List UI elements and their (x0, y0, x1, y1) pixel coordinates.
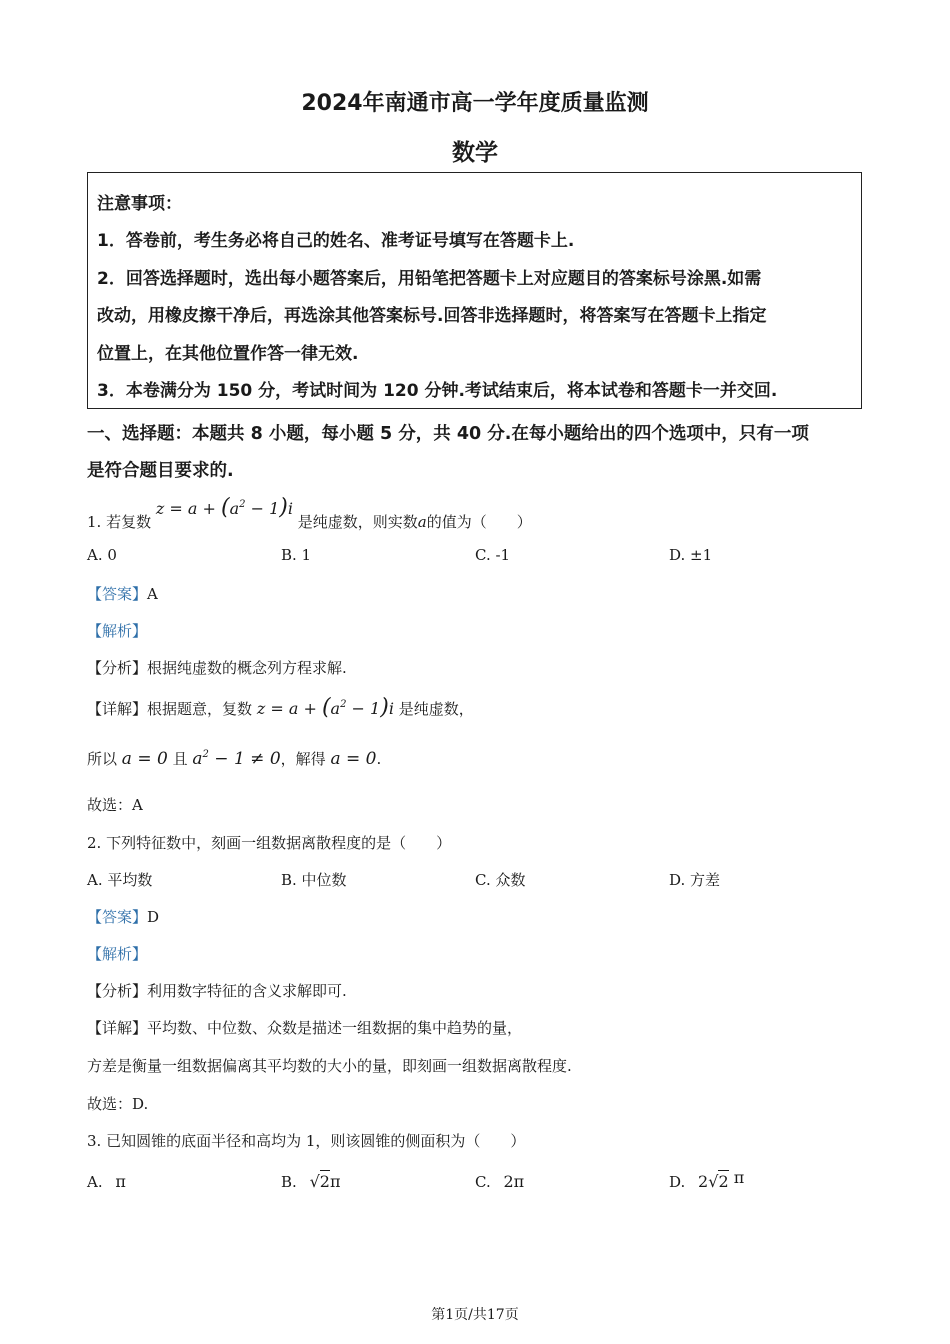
q1-fenxi-tag: 【分析】 (87, 659, 148, 677)
page-footer: 第1页/共17页 (431, 1307, 519, 1323)
q1-option-a: A. 0 (87, 546, 117, 564)
q3-option-c-label: C. (475, 1173, 491, 1191)
q2-fenxi: 利用数字特征的含义求解即可. (147, 982, 347, 1000)
q1-option-b: B. 1 (281, 546, 312, 564)
q1-suffix: 是纯虚数，则实数 (297, 513, 418, 531)
notice-item-2-line-3: 位置上，在其他位置作答一律无效. (97, 344, 359, 364)
q1-so-prefix: 所以 (87, 750, 118, 768)
q1-detail-prefix: 根据题意，复数 (147, 700, 253, 718)
q2-option-a: A. 平均数 (87, 871, 153, 889)
q2-answer-line (87, 906, 159, 927)
q2-answer: D (147, 908, 160, 926)
notice-box (87, 172, 862, 409)
q1-answer: A (147, 585, 158, 603)
notice-heading: 注意事项： (97, 194, 182, 214)
q2-detail-tag: 【详解】 (87, 1019, 148, 1037)
q1-prefix: 1. 若复数 (87, 513, 152, 531)
question-1-stem (87, 495, 532, 531)
q1-ineq: $a^2 - 1 \ne 0$ (192, 749, 281, 769)
sqrt-icon: √ (309, 1172, 320, 1191)
q2-fenxi-line (87, 980, 347, 1001)
q1-analysis-tag: 【解析】 (87, 622, 148, 640)
q1-option-d: D. ±1 (669, 546, 713, 564)
q2-detail-1: 平均数、中位数、众数是描述一组数据的集中趋势的量， (147, 1019, 523, 1037)
q1-eq-a-result: a = 0 (330, 749, 377, 769)
section-heading-line-1: 一、选择题：本题共 8 小题，每小题 5 分，共 40 分.在每小题给出的四个选项中，只有一项 (87, 424, 809, 444)
q2-detail-line-1 (87, 1017, 522, 1038)
q3-option-b-radicand: 2 (319, 1172, 330, 1191)
q1-detail-line (87, 697, 474, 719)
q3-option-d-label: D. (669, 1173, 686, 1191)
q2-answer-tag: 【答案】 (87, 908, 148, 926)
q1-answer-tag: 【答案】 (87, 585, 148, 603)
q3-option-c (475, 1172, 524, 1191)
q3-option-d (669, 1168, 745, 1191)
q2-fenxi-tag: 【分析】 (87, 982, 148, 1000)
q2-choose: 故选：D. (87, 1095, 149, 1113)
q3-option-a (87, 1172, 126, 1191)
q1-detail-formula: $z = a + (a^2 - 1)i$ (256, 695, 394, 720)
q3-option-d-value (698, 1168, 745, 1191)
q3-option-b-pi: π (329, 1172, 341, 1191)
question-2-stem: 2. 下列特征数中，刻画一组数据离散程度的是（ ） (87, 834, 452, 852)
q3-option-a-label: A. (87, 1173, 103, 1191)
q1-detail-suffix: 是纯虚数， (398, 700, 474, 718)
q2-option-b: B. 中位数 (281, 871, 347, 889)
q1-conclusion-line (87, 748, 381, 769)
notice-item-2-line-2: 改动，用橡皮擦干净后，再选涂其他答案标号.回答非选择题时，将答案写在答题卡上指定 (97, 306, 767, 326)
q1-tail: 的值为（ ） (426, 513, 532, 531)
q1-so-end: . (376, 750, 382, 768)
q3-option-d-radicand: 2 (718, 1172, 729, 1191)
q1-choose: 故选：A (87, 796, 143, 814)
q1-option-c: C. -1 (475, 546, 511, 564)
q2-option-c: C. 众数 (475, 871, 526, 889)
section-heading-line-2: 是符合题目要求的. (87, 461, 234, 481)
q1-detail-tag: 【详解】 (87, 700, 148, 718)
q1-so-and: 且 (172, 750, 188, 768)
q3-option-b-value (310, 1172, 341, 1191)
q1-formula: $z = a + (a^2 - 1)i$ (155, 495, 293, 520)
q3-option-b-label: B. (281, 1173, 297, 1191)
question-3-stem: 3. 已知圆锥的底面半径和高均为 1，则该圆锥的侧面积为（ ） (87, 1132, 526, 1150)
notice-item-2-line-1: 2．回答选择题时，选出每小题答案后，用铅笔把答题卡上对应题目的答案标号涂黑.如需 (97, 269, 762, 289)
notice-item-1: 1．答卷前，考生务必将自己的姓名、准考证号填写在答题卡上. (97, 231, 575, 251)
q3-option-d-pi: π (733, 1168, 745, 1187)
exam-title: 2024年南通市高一学年度质量监测 (301, 91, 649, 116)
q2-option-d: D. 方差 (669, 871, 721, 889)
q3-option-d-coef: 2 (698, 1172, 709, 1191)
q3-option-c-value: 2π (503, 1172, 525, 1191)
q2-detail-line-2: 方差是衡量一组数据偏离其平均数的大小的量，即刻画一组数据离散程度. (87, 1057, 572, 1075)
subject-title: 数学 (452, 140, 498, 166)
q1-eq-a: a = 0 (121, 749, 168, 769)
q1-fenxi-line (87, 657, 347, 678)
q1-answer-line (87, 583, 158, 604)
q1-so-solve: ，解得 (280, 750, 326, 768)
sqrt-icon: √ (708, 1172, 719, 1191)
q1-fenxi: 根据纯虚数的概念列方程求解. (147, 659, 347, 677)
q1-var: a (417, 513, 427, 531)
q2-analysis-tag: 【解析】 (87, 945, 148, 963)
q3-option-a-value: π (115, 1172, 126, 1191)
q3-option-b (281, 1172, 340, 1191)
notice-item-3: 3．本卷满分为 150 分，考试时间为 120 分钟.考试结束后，将本试卷和答题卡一并交回. (97, 381, 778, 401)
